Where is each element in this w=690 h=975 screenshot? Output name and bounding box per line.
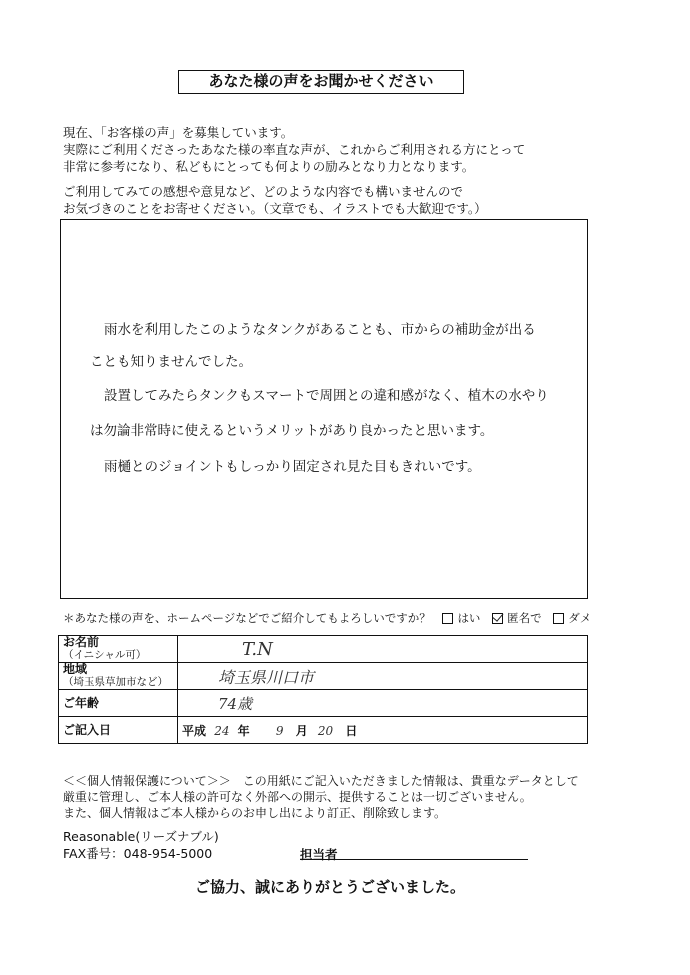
date-row xyxy=(59,717,588,744)
intro-line-3: 非常に参考になり、私どもにとっても何よりの励みとなり力となります。 xyxy=(63,159,475,174)
thanks-message: ご協力、誠にありがとうございました。 xyxy=(195,878,466,896)
region-field[interactable] xyxy=(178,663,588,690)
region-label-cell xyxy=(59,663,178,690)
privacy-line-3: また、個人情報はご本人様からのお申し出により訂正、削除致します。 xyxy=(63,806,447,820)
info-table xyxy=(58,635,588,744)
intro-line-4: ご利用してみての感想や意見など、どのような内容でも構いませんので xyxy=(63,184,464,199)
date-month-unit: 月 xyxy=(295,723,308,738)
age-value: 74歳 xyxy=(218,694,253,713)
name-label: お名前 xyxy=(63,635,100,649)
name-field[interactable] xyxy=(178,636,588,663)
region-label: 地域 xyxy=(63,662,88,676)
date-year-value: 24 xyxy=(214,723,230,738)
form-title: あなた様の声をお聞かせください xyxy=(178,70,464,94)
age-row xyxy=(59,690,588,717)
intro-line-5: お気づきのことをお寄せください。（文章でも、イラストでも大歓迎です。） xyxy=(63,201,487,216)
voice-line-4: は勿論非常時に使えるというメリットがあり良かったと思います。 xyxy=(90,423,494,439)
date-label-cell xyxy=(59,717,178,744)
customer-voice-box xyxy=(60,219,588,599)
region-row xyxy=(59,663,588,690)
name-row xyxy=(59,636,588,663)
intro-line-1: 現在、「お客様の声」を募集しています。 xyxy=(63,125,294,140)
age-field[interactable] xyxy=(178,690,588,717)
privacy-line-1: ＜＜個人情報保護について＞＞ この用紙にご記入いただきました情報は、貴重なデータとして xyxy=(63,774,579,788)
date-day-value: 20 xyxy=(317,723,334,738)
consent-anonymous-checkbox[interactable] xyxy=(492,613,503,624)
date-day-unit: 日 xyxy=(345,723,358,738)
date-era: 平成 xyxy=(182,723,207,738)
date-year-unit: 年 xyxy=(237,723,250,738)
date-field[interactable] xyxy=(178,717,588,744)
intro-line-2: 実際にご利用くださったあなた様の率直な声が、これからご利用される方にとって xyxy=(63,142,526,157)
staff-signature-line xyxy=(300,859,528,860)
voice-line-1: 雨水を利用したこのようなタンクがあることも、市からの補助金が出る xyxy=(104,322,536,338)
date-label: ご記入日 xyxy=(63,722,112,737)
consent-anonymous-label: 匿名で xyxy=(507,611,542,625)
name-sub-label: （イニシャル可） xyxy=(63,649,147,661)
consent-no-label: ダメ xyxy=(568,611,592,625)
name-label-cell xyxy=(59,636,178,663)
consent-question: ＊あなた様の声を、ホームページなどでご紹介してもよろしいですか？ xyxy=(63,611,431,625)
privacy-line-2: 厳重に管理し、ご本人様の許可なく外部への開示、提供することは一切ございません。 xyxy=(63,790,532,804)
consent-yes-checkbox[interactable] xyxy=(442,613,453,624)
consent-no-checkbox[interactable] xyxy=(553,613,564,624)
region-value: 埼玉県川口市 xyxy=(218,667,315,687)
voice-line-2: ことも知りませんでした。 xyxy=(90,354,252,370)
voice-line-5: 雨樋とのジョイントもしっかり固定され見た目もきれいです。 xyxy=(104,459,481,475)
age-label-cell xyxy=(59,690,178,717)
date-month-value: 9 xyxy=(275,723,284,738)
company-name: Reasonable(リーズナブル) xyxy=(63,829,219,844)
region-sub-label: （埼玉県草加市など） xyxy=(63,676,168,688)
name-value: T.N xyxy=(242,638,273,660)
staff-label: 担当者 xyxy=(300,847,338,862)
consent-row xyxy=(63,610,591,626)
consent-yes-label: はい xyxy=(457,611,481,625)
fax-number: FAX番号：048-954-5000 xyxy=(63,846,213,861)
age-label: ご年齢 xyxy=(63,695,100,710)
voice-line-3: 設置してみたらタンクもスマートで周囲との違和感がなく、植木の水やり xyxy=(104,388,549,404)
